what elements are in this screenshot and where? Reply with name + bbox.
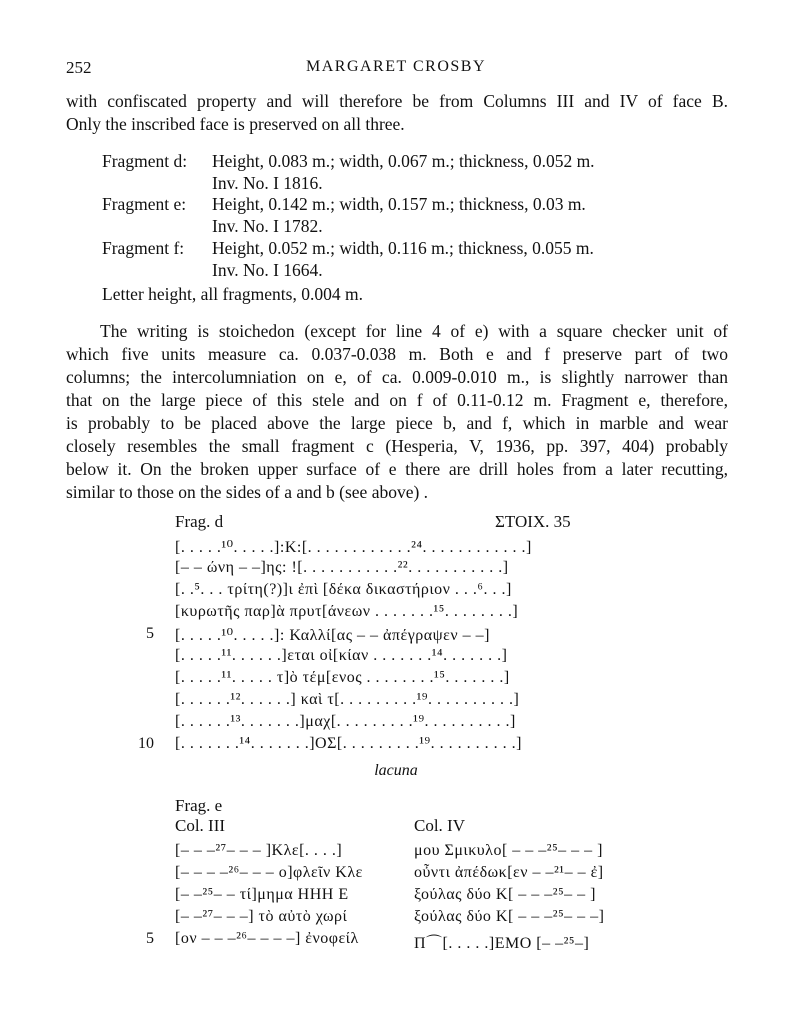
fragment-label: Fragment d: bbox=[102, 151, 188, 171]
frag-e-col-iii-line: [– – –²⁷– – – ]Κλε[. . . .] bbox=[175, 842, 343, 859]
discussion-line: closely resembles the small fragment c (Hesperia, V, 1936, pp. 397, 404) probably bbox=[66, 436, 728, 456]
col-iii-heading: Col. III bbox=[175, 816, 226, 835]
page-number: 252 bbox=[66, 58, 92, 77]
frag-d-line: [. . . . .¹¹. . . . . τ]ὸ τέμ[ενος . . . . . . . .¹⁵. . . . . . .] bbox=[175, 669, 510, 686]
frag-d-line: [– – ώνη – –]ης: ǃ[. . . . . . . . . . .²². . . . . . . . . . .] bbox=[175, 559, 509, 576]
fragment-e-spec bbox=[102, 193, 722, 237]
fragment-dimensions: Height, 0.052 m.; width, 0.116 m.; thickness, 0.055 m. bbox=[212, 238, 594, 258]
frag-e-col-iii-line: [ον – – –²⁶– – – –] ἐνοφείλ bbox=[175, 930, 359, 947]
discussion-line: is probably to be placed above the large piece b, and f, which in marble and wear bbox=[66, 413, 728, 433]
running-title: MARGARET CROSBY bbox=[305, 58, 486, 75]
frag-d-line: [. . . . . . .¹⁴. . . . . . .]ΟΣ[. . . . . . . . .¹⁹. . . . . . . . . .] bbox=[175, 735, 522, 752]
discussion-line: below it. On the broken upper surface of e there are drill holes from a later recutting, bbox=[66, 459, 728, 479]
fragment-f-spec bbox=[102, 237, 722, 281]
fragment-label: Fragment e: bbox=[102, 194, 187, 214]
frag-d-line: [. . . . .¹¹. . . . . .]εται οἰ[κίαν . . . . . . .¹⁴. . . . . . .] bbox=[175, 647, 508, 664]
fragment-inventory: Inv. No. I 1816. bbox=[212, 173, 323, 193]
fragment-inventory: Inv. No. I 1664. bbox=[212, 260, 323, 280]
fragment-d-spec bbox=[102, 150, 722, 194]
discussion-line: similar to those on the sides of a and b (see above) . bbox=[66, 482, 429, 502]
frag-d-title: Frag. d bbox=[175, 512, 224, 531]
intro-line: Only the inscribed face is preserved on all three. bbox=[66, 114, 405, 134]
line-number: 10 bbox=[138, 735, 154, 752]
discussion-line: which five units measure ca. 0.037-0.038 m. Both e and f preserve part of two bbox=[66, 344, 728, 364]
intro-line: with confiscated property and will therefore be from Columns III and IV of face B. bbox=[66, 91, 728, 111]
line-number: 5 bbox=[146, 625, 154, 642]
col-iv-heading: Col. IV bbox=[414, 816, 465, 835]
discussion-line: The writing is stoichedon (except for line 4 of e) with a square checker unit of bbox=[100, 321, 728, 341]
letter-height-note: Letter height, all fragments, 0.004 m. bbox=[102, 284, 363, 304]
frag-e-col-iv-line: ξούλας δύο Κ[ – – –²⁵– – ] bbox=[414, 886, 596, 903]
frag-e-col-iv-line: οὖντι ἀπέδωκ[εν – –²¹– – ἐ] bbox=[414, 864, 604, 881]
frag-e-col-iii-line: [– –²⁵– – τί]μημα ΗΗΗ Ε bbox=[175, 886, 349, 903]
fragment-label: Fragment f: bbox=[102, 238, 185, 258]
fragment-dimensions: Height, 0.083 m.; width, 0.067 m.; thickness, 0.052 m. bbox=[212, 151, 595, 171]
frag-e-col-iv-line: μου Σμικυλο[ – – –²⁵– – – ] bbox=[414, 842, 603, 859]
line-number: 5 bbox=[146, 930, 154, 947]
frag-d-line: [κυρωτῆς παρ]ὰ πρυτ[άνεων . . . . . . .¹⁵. . . . . . . .] bbox=[175, 603, 519, 620]
frag-d-line: [. . . . .¹⁰. . . . .]: Καλλί[ας – – ἀπέγραψεν – –] bbox=[175, 627, 490, 644]
frag-d-line: [. . . . . .¹³. . . . . . .]μαχ[. . . . . . . . .¹⁹. . . . . . . . . .] bbox=[175, 713, 516, 730]
frag-e-col-iii-line: [– – – –²⁶– – – ο]φλεῖν Κλε bbox=[175, 864, 363, 881]
frag-d-line: [. . . . . .¹². . . . . .] καὶ τ[. . . . . . . . .¹⁹. . . . . . . . . .] bbox=[175, 691, 520, 708]
fragment-inventory: Inv. No. I 1782. bbox=[212, 216, 323, 236]
fragment-dimensions: Height, 0.142 m.; width, 0.157 m.; thickness, 0.03 m. bbox=[212, 194, 586, 214]
frag-d-line: [. . . . .¹⁰. . . . .]:K:[. . . . . . . . . . . .²⁴. . . . . . . . . . . .] bbox=[175, 539, 532, 556]
frag-e-col-iv-line: Π⌒[. . . . .]ΕΜΟ [– –²⁵–] bbox=[414, 935, 590, 952]
frag-e-title: Frag. e bbox=[175, 796, 223, 815]
frag-d-line: [. .⁵. . . τρίτη(?)]ι ἐπὶ [δέκα δικαστήριον . . .⁶. . .] bbox=[175, 581, 512, 598]
lacuna-label: lacuna bbox=[374, 762, 418, 779]
discussion-paragraph bbox=[66, 320, 728, 504]
discussion-line: columns; the intercolumniation on e, of ca. 0.009-0.010 m., is slightly narrower than bbox=[66, 367, 728, 387]
discussion-line: that on the large piece of this stele and on f of 0.11-0.12 m. Fragment e, therefore, bbox=[66, 390, 728, 410]
stoichedon-count: ΣΤΟΙΧ. 35 bbox=[495, 512, 571, 531]
intro-paragraph bbox=[66, 90, 728, 136]
frag-e-col-iii-line: [– –²⁷– – –] τὸ αὐτὸ χωρί bbox=[175, 908, 348, 925]
frag-e-col-iv-line: ξούλας δύο Κ[ – – –²⁵– – –] bbox=[414, 908, 605, 925]
